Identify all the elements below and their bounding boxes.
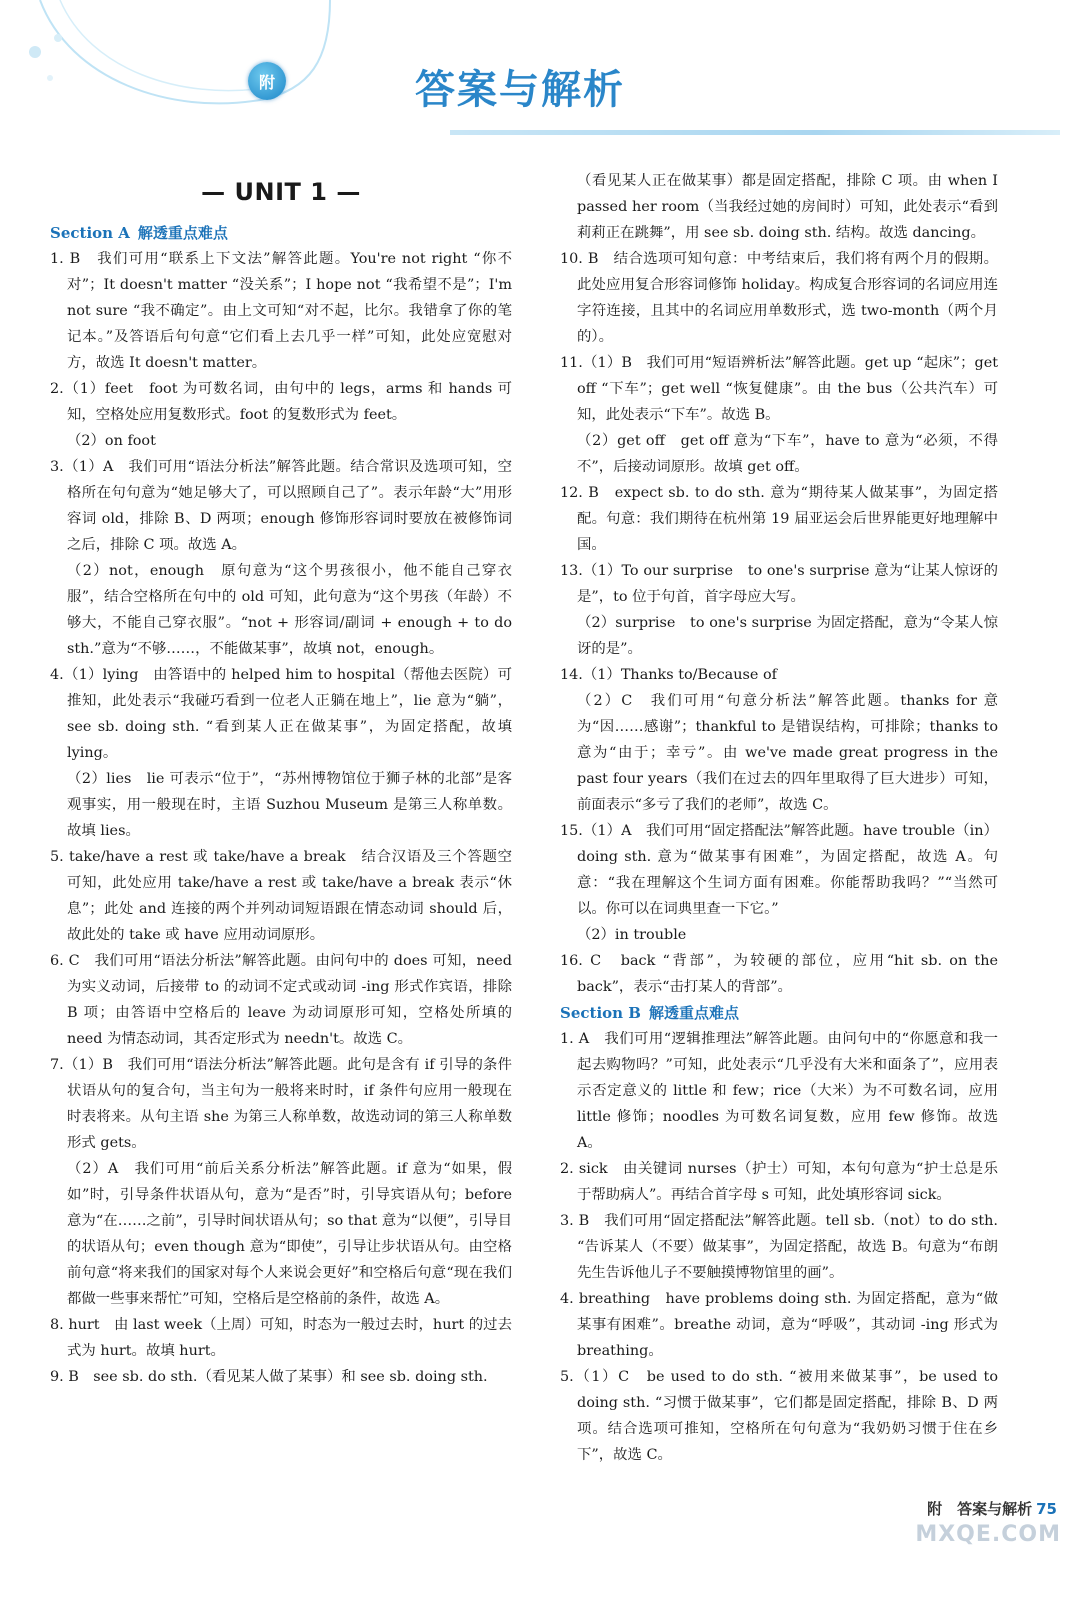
answer-item: 10. B 结合选项可知句意：中考结束后，我们将有两个月的假期。此处应用复合形容词修饰 holiday。构成复合形容词的名词应用连字符连接，且其中的名词应用单数形式，选 two-month（两个月的）。: [560, 251, 998, 345]
left-column: [50, 220, 512, 1390]
section-b-label: Section B: [560, 1004, 641, 1022]
answer-item: 14.（1）Thanks to/Because of: [560, 667, 777, 683]
answer-sub-item: （2）surprise to one's surprise 为固定搭配，意为“令某人惊讶的是”。: [577, 615, 998, 657]
footer-label: 附 答案与解析: [927, 1500, 1033, 1518]
answer-sub-item: （2）A 我们可用“前后关系分析法”解答此题。if 意为“如果，假如”时，引导条件状语从句，意为“是否”时，引导宾语从句；before 意为“在……之前”，引导时间状语从句；so that 意为“以便”，引导目的状语从句；even though 意为“即使”，引导让步状语从句。由空格前句意“将来我们的国家对每个人来说会更好”和空格后句意“现在我们都做一些事来帮忙”可知，空格后是空格前的条件，故选 A。: [67, 1161, 512, 1307]
answer-item: 1. A 我们可用“逻辑推理法”解答此题。由问句中的“你愿意和我一起去购物吗？”可知，此处表示“几乎没有大米和面条了”，应用表示否定意义的 little 和 few；rice（大米）为不可数名词，应用 little 修饰；noodles 为可数名词复数，应用 few 修饰。故选 A。: [560, 1031, 998, 1151]
page-footer: [927, 1498, 1057, 1519]
section-b-subtitle: 解透重点难点: [648, 1004, 739, 1022]
answer-item: 4. breathing have problems doing sth. 为固定搭配，意为“做某事有困难”。breathe 动词，意为“呼吸”，其动词 -ing 形式为 breathing。: [560, 1291, 998, 1359]
answer-item: 9. B see sb. do sth.（看见某人做了某事）和 see sb. doing sth.: [50, 1369, 488, 1385]
section-b-heading: [560, 1000, 998, 1026]
answer-item: 16. C back “背部”，为较硬的部位，应用“hit sb. on the back”，表示“击打某人的背部”。: [560, 953, 998, 995]
right-column: [560, 168, 998, 1468]
answer-item: 2.（1）feet foot 为可数名词，由句中的 legs，arms 和 hands 可知，空格处应用复数形式。foot 的复数形式为 feet。: [50, 381, 512, 423]
answer-item: 6. C 我们可用“语法分析法”解答此题。由问句中的 does 可知，need 为实义动词，后接带 to 的动词不定式或动词 -ing 形式作宾语，排除 B 项；由答语中空格后的 leave 为动词原形可知，空格处所填的 need 为情态动词，其否定形式为 needn't。故选 C。: [50, 953, 512, 1047]
answer-item: 13.（1）To our surprise to one's surprise 意为“让某人惊讶的是”，to 位于句首，首字母应大写。: [560, 563, 998, 605]
answer-sub-item: （2）on foot: [67, 433, 156, 449]
section-a-heading: [50, 220, 512, 246]
answer-item: 8. hurt 由 last week（上周）可知，时态为一般过去时，hurt 的过去式为 hurt。故填 hurt。: [50, 1317, 512, 1359]
page-number: 75: [1036, 1500, 1057, 1518]
answer-continuation: （看见某人正在做某事）都是固定搭配，排除 C 项。由 when I passed her room（当我经过她的房间时）可知，此处表示“看到莉莉正在跳舞”，用 see sb. doing sth. 结构。故选 dancing。: [577, 173, 998, 241]
answer-item: 11.（1）B 我们可用“短语辨析法”解答此题。get up “起床”；get off “下车”；get well “恢复健康”。由 the bus（公共汽车）可知，此处表示“下车”。故选 B。: [560, 355, 998, 423]
watermark: MXQE.COM: [915, 1522, 1061, 1547]
answer-item: 15.（1）A 我们可用“固定搭配法”解答此题。have trouble（in）doing sth. 意为“做某事有困难”，为固定搭配，故选 A。句意：“我在理解这个生词方面有困难。你能帮助我吗？”“当然可以。你可以在词典里查一下它。”: [560, 823, 998, 917]
section-a-label: Section A: [50, 224, 130, 242]
unit-title: — UNIT 1 —: [201, 178, 361, 206]
answer-sub-item: （2）in trouble: [577, 927, 687, 943]
answer-item: 5. take/have a rest 或 take/have a break 结合汉语及三个答题空可知，此处应用 take/have a rest 或 take/have a break 表示“休息”；此处 and 连接的两个并列动词短语跟在情态动词 should 后，故此处的 take 或 have 应用动词原形。: [50, 849, 512, 943]
answer-item: 4.（1）lying 由答语中的 helped him to hospital（帮他去医院）可推知，此处表示“我碰巧看到一位老人正躺在地上”，lie 意为“躺”，see sb. doing sth. “看到某人正在做某事”，为固定搭配，故填 lying。: [50, 667, 512, 761]
answer-sub-item: （2）not，enough 原句意为“这个男孩很小，他不能自己穿衣服”，结合空格所在句中的 old 可知，此句意为“这个男孩（年龄）不够大，不能自己穿衣服”。“not + 形容词/副词 + enough + to do sth.”意为“不够……，不能做某事”，故填 not，enough。: [67, 563, 512, 657]
page-title: 答案与解析: [415, 67, 625, 113]
answer-item: 7.（1）B 我们可用“语法分析法”解答此题。此句是含有 if 引导的条件状语从句的复合句，当主句为一般将来时时，if 条件句应用一般现在时表将来。从句主语 she 为第三人称单数，故选动词的第三人称单数形式 gets。: [50, 1057, 512, 1151]
answer-item: 2. sick 由关键词 nurses（护士）可知，本句句意为“护士总是乐于帮助病人”。再结合首字母 s 可知，此处填形容词 sick。: [560, 1161, 998, 1203]
answer-sub-item: （2）lies lie 可表示“位于”，“苏州博物馆位于狮子林的北部”是客观事实，用一般现在时，主语 Suzhou Museum 是第三人称单数。故填 lies。: [67, 771, 512, 839]
answer-item: 3.（1）A 我们可用“语法分析法”解答此题。结合常识及选项可知，空格所在句句意为“她足够大了，可以照顾自己了”。表示年龄“大”用形容词 old，排除 B、D 两项；enough 修饰形容词时要放在被修饰词之后，排除 C 项。故选 A。: [50, 459, 512, 553]
appendix-badge: 附: [248, 62, 286, 100]
answer-item: 1. B 我们可用“联系上下文法”解答此题。You're not right “你不对”；It doesn't matter “没关系”；I hope not “我希望不是”；I'm not sure “我不确定”。由上文可知“对不起，比尔。我错拿了你的笔记本。”及答语后句句意“它们看上去几乎一样”可知，此处应宽慰对方，故选 It doesn't matter。: [50, 251, 512, 371]
title-rule: [450, 130, 1060, 135]
answer-item: 3. B 我们可用“固定搭配法”解答此题。tell sb.（not）to do sth. “告诉某人（不要）做某事”，为固定搭配，故选 B。句意为“布朗先生告诉他儿子不要触摸博物馆里的画”。: [560, 1213, 998, 1281]
answer-item: 12. B expect sb. to do sth. 意为“期待某人做某事”，为固定搭配。句意：我们期待在杭州第 19 届亚运会后世界能更好地理解中国。: [560, 485, 998, 553]
answer-sub-item: （2）C 我们可用“句意分析法”解答此题。thanks for 意为“因……感谢”；thankful to 是错误结构，可排除；thanks to 意为“由于；幸亏”。由 we've made great progress in the past four years（我们在过去的四年里取得了巨大进步）可知，前面表示“多亏了我们的老师”，故选 C。: [577, 693, 998, 813]
answer-item: 5.（1）C be used to do sth. “被用来做某事”，be used to doing sth. “习惯于做某事”，它们都是固定搭配，排除 B、D 两项。结合选项可推知，空格所在句句意为“我奶奶习惯于住在乡下”，故选 C。: [560, 1369, 998, 1463]
section-a-subtitle: 解透重点难点: [137, 224, 228, 242]
answer-sub-item: （2）get off get off 意为“下车”，have to 意为“必须，不得不”，后接动词原形。故填 get off。: [577, 433, 998, 475]
